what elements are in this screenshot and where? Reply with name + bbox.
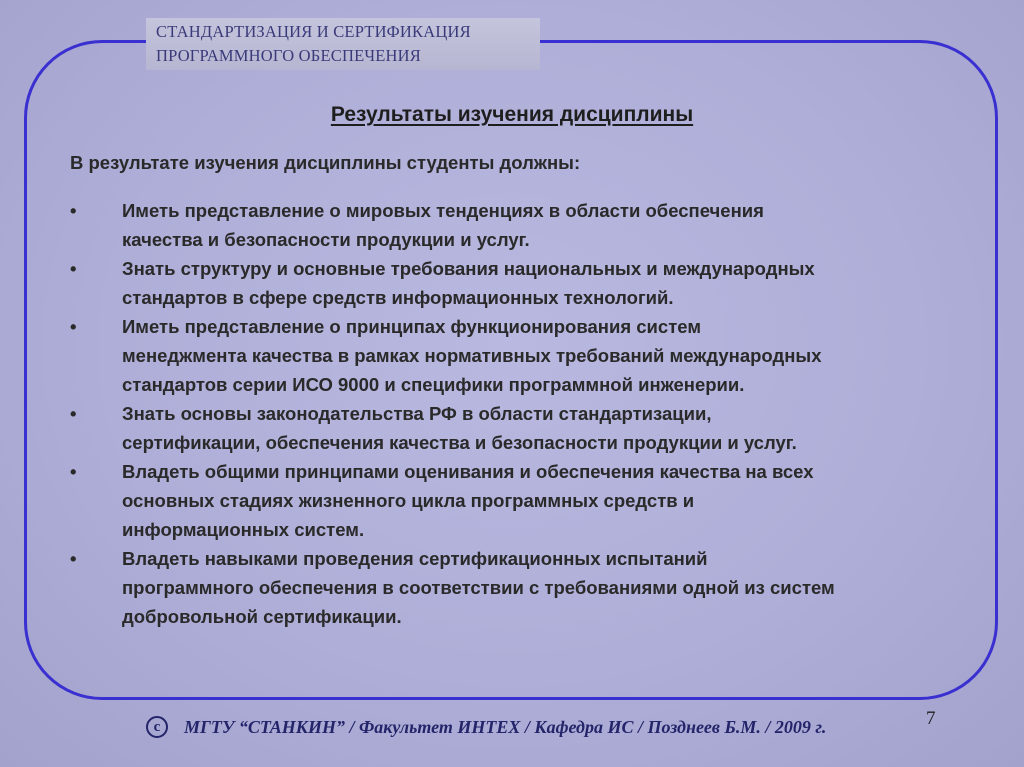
bullet-item bbox=[70, 544, 970, 631]
footer bbox=[146, 712, 826, 742]
bullet-line: стандартов в сфере средств информационных технологий. bbox=[122, 287, 674, 308]
bullet-item bbox=[70, 312, 970, 399]
bullet-icon: • bbox=[70, 548, 77, 569]
bullet-icon: • bbox=[70, 258, 77, 279]
intro-text: В результате изучения дисциплины студенты должны: bbox=[70, 152, 581, 173]
footer-text: МГТУ “СТАНКИН” / Факультет ИНТЕХ / Кафедра ИС / Позднеев Б.М. / 2009 г. bbox=[184, 716, 827, 737]
bullet-line: добровольной сертификации. bbox=[122, 606, 402, 627]
bullet-line: основных стадиях жизненного цикла программных средств и bbox=[122, 490, 695, 511]
bullet-line: качества и безопасности продукции и услуг. bbox=[122, 229, 530, 250]
header-line-1: СТАНДАРТИЗАЦИЯ И СЕРТИФИКАЦИЯ bbox=[156, 22, 471, 41]
header-line-2: ПРОГРАММНОГО ОБЕСПЕЧЕНИЯ bbox=[156, 46, 421, 65]
slide-title-text: Результаты изучения дисциплины bbox=[330, 103, 694, 126]
bullet-line: Знать основы законодательства РФ в области стандартизации, bbox=[122, 403, 712, 424]
bullet-line: стандартов серии ИСО 9000 и специфики программной инженерии. bbox=[122, 374, 745, 395]
copyright-icon: c bbox=[146, 716, 168, 738]
bullet-list bbox=[70, 196, 970, 631]
bullet-line: Знать структуру и основные требования национальных и международных bbox=[122, 258, 815, 279]
bullet-line: менеджмента качества в рамках нормативных требований международных bbox=[122, 345, 822, 366]
bullet-item bbox=[70, 196, 970, 254]
bullet-line: сертификации, обеспечения качества и безопасности продукции и услуг. bbox=[122, 432, 797, 453]
bullet-line: Владеть общими принципами оценивания и обеспечения качества на всех bbox=[122, 461, 814, 482]
bullet-icon: • bbox=[70, 403, 77, 424]
bullet-item bbox=[70, 399, 970, 457]
bullet-line: информационных систем. bbox=[122, 519, 365, 540]
bullet-icon: • bbox=[70, 200, 77, 221]
page-number: 7 bbox=[926, 708, 936, 729]
bullet-line: программного обеспечения в соответствии с требованиями одной из систем bbox=[122, 577, 835, 598]
bullet-icon: • bbox=[70, 461, 77, 482]
bullet-line: Владеть навыками проведения сертификационных испытаний bbox=[122, 548, 708, 569]
bullet-line: Иметь представление о принципах функционирования систем bbox=[122, 316, 702, 337]
slide-title bbox=[0, 103, 1024, 127]
bullet-line: Иметь представление о мировых тенденциях в области обеспечения bbox=[122, 200, 764, 221]
bullet-item bbox=[70, 254, 970, 312]
bullet-item bbox=[70, 457, 970, 544]
bullet-icon: • bbox=[70, 316, 77, 337]
